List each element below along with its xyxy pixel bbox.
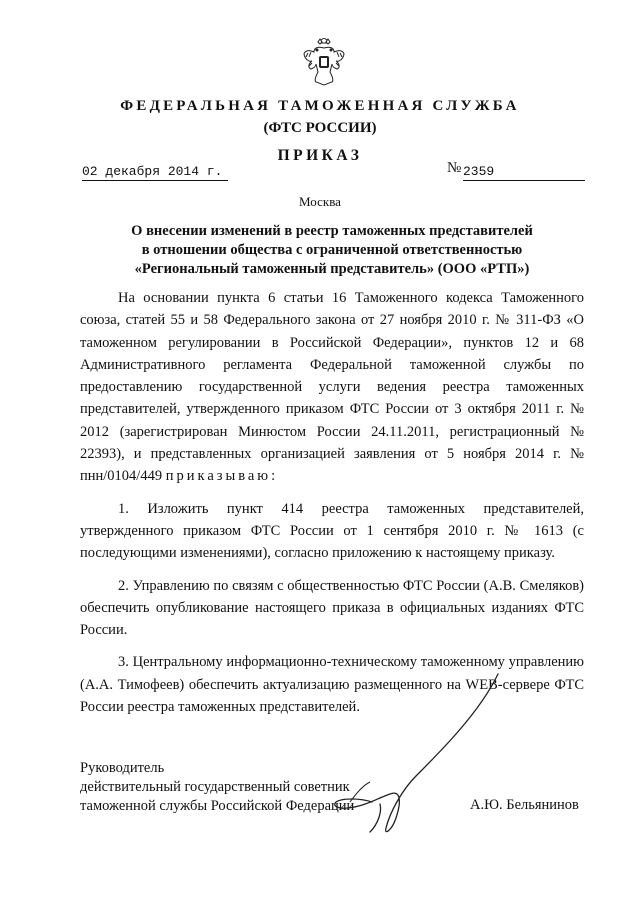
order-item: 3. Центральному информационно-техническому таможенному управлению (А.А. Тимофеев) обеспечить актуализацию размещенного на WEB-сервере ФТС России реестра таможенных представителей. [80,654,584,716]
order-item: 1. Изложить пункт 414 реестра таможенных представителей, утвержденного приказом ФТС России от 1 сентября 2010 г. № 1613 (с последующими изменениями), согласно приложению к настоящему приказу. [80,500,584,562]
order-number-label: № [447,160,462,176]
handwritten-signature [320,672,500,842]
position-line: Руководитель [80,760,165,776]
subject-line: «Региональный таможенный представитель» (ООО «РТП») [134,261,530,277]
signatory-position [80,759,354,816]
order-word: приказываю: [165,468,279,485]
order-subject [80,222,584,279]
position-line: действительный государственный советник [80,779,350,795]
order-item: 2. Управлению по связям с общественностью ФТС России (А.В. Смеляков) обеспечить опубликование настоящего приказа в официальных изданиях ФТС России. [80,577,584,639]
order-date: 02 декабря 2014 г. [82,164,228,181]
preamble-text: На основании пункта 6 статьи 16 Таможенного кодекса Таможенного союза, статей 55 и 58 Федерального закона от 27 ноября 2010 г. № 311-ФЗ «О таможенном регулировании в Российской Федерации», пунктов 12 и 68 Административного регламента Федеральной таможенной службы по предоставлению государственной услуги ведения реестра таможенных представителей, утвержденного приказом ФТС России от 3 октября 2011 г. № 2012 (зарегистрирован Минюстом России 24.11.2011, регистрационный № 22393), и представленных организацией заявления от 5 ноября 2014 г. № пнн/0104/449 [80,290,584,485]
subject-line: О внесении изменений в реестр таможенных представителей [131,223,533,239]
city-name: Москва [299,194,341,209]
document-type-title: ПРИКАЗ [277,147,363,164]
order-number: 2359 [463,164,585,181]
order-body [80,287,584,718]
organization-short-name: (ФТС РОССИИ) [263,120,377,136]
preamble-paragraph [80,287,584,488]
organization-name: ФЕДЕРАЛЬНАЯ ТАМОЖЕННАЯ СЛУЖБА [120,98,520,114]
signatory-name: А.Ю. Бельянинов [470,797,579,813]
position-line: таможенной службы Российской Федерации [80,798,355,814]
coat-of-arms-emblem [302,38,346,88]
subject-line: в отношении общества с ограниченной ответственностью [141,242,523,258]
